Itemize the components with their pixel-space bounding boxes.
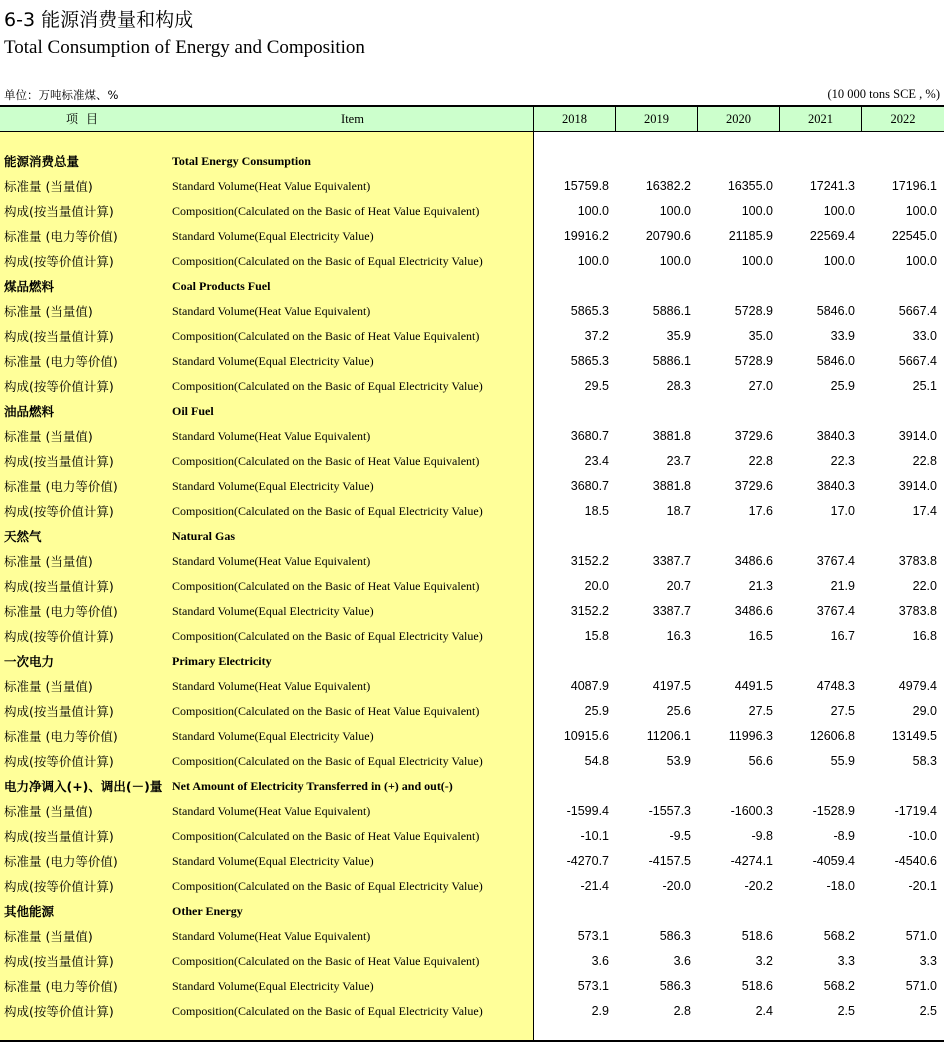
value-cell-2021: -8.9 [833,829,855,843]
row-label-en: Composition(Calculated on the Basic of Equal Electricity Value) [172,1004,483,1018]
row-label-cn: 构成(按等价值计算) [4,629,114,644]
value-cell-2019: 16.3 [666,629,691,643]
page-title-cn: 6-3 能源消费量和构成 [4,9,194,31]
unit-label-cn: 单位：万吨标准煤、% [4,88,119,102]
row-label-en: Composition(Calculated on the Basic of Heat Value Equivalent) [172,954,480,968]
row-label-cn: 标准量 (当量值) [4,179,93,194]
value-cell-2019: -20.0 [662,879,691,893]
table-row [0,699,944,724]
value-cell-2021: -18.0 [826,879,855,893]
value-cell-2020: 16.5 [748,629,773,643]
row-label-en: Natural Gas [172,529,235,543]
header-item-en: Item [341,112,364,126]
row-label-cn: 油品燃料 [4,404,55,419]
value-cell-2021: 55.9 [830,754,855,768]
row-label-cn: 煤品燃料 [4,279,55,294]
table-body [0,149,944,1024]
row-label-cn: 构成(按当量值计算) [4,954,114,969]
value-cell-2018: 15.8 [584,629,609,643]
value-cell-2021: 3767.4 [816,604,855,618]
row-label-en: Standard Volume(Equal Electricity Value) [172,729,374,743]
row-label-cn: 构成(按当量值计算) [4,204,114,219]
header-year-2019: 2019 [644,112,669,126]
table-group-row [0,524,944,549]
row-label-en: Composition(Calculated on the Basic of Heat Value Equivalent) [172,704,480,718]
value-cell-2022: 58.3 [912,754,937,768]
value-cell-2018: 100.0 [577,254,609,268]
value-cell-2020: -9.8 [751,829,773,843]
row-label-en: Composition(Calculated on the Basic of Equal Electricity Value) [172,504,483,518]
row-label-cn: 构成(按当量值计算) [4,579,114,594]
table-group-row [0,649,944,674]
value-cell-2019: 16382.2 [645,179,691,193]
value-cell-2021: 12606.8 [809,729,855,743]
value-cell-2018: 15759.8 [563,179,609,193]
value-cell-2021: 3840.3 [816,479,855,493]
value-cell-2019: 2.8 [673,1004,691,1018]
value-cell-2019: 20.7 [666,579,691,593]
row-label-en: Coal Products Fuel [172,279,271,293]
value-cell-2022: -10.0 [908,829,937,843]
row-label-cn: 构成(按当量值计算) [4,454,114,469]
value-cell-2018: 3.6 [591,954,609,968]
value-cell-2018: 25.9 [584,704,609,718]
row-label-en: Net Amount of Electricity Transferred in (+) and out(-) [172,779,453,793]
table-row [0,249,944,274]
row-label-cn: 能源消费总量 [4,154,80,169]
value-cell-2018: 100.0 [577,204,609,218]
header-item-cn: 项目 [65,112,106,126]
table-group-row [0,274,944,299]
value-cell-2022: 5667.4 [898,304,937,318]
row-label-en: Composition(Calculated on the Basic of Heat Value Equivalent) [172,454,480,468]
value-cell-2021: 4748.3 [816,679,855,693]
table-row [0,599,944,624]
value-cell-2018: -4270.7 [566,854,609,868]
value-cell-2018: 573.1 [577,929,609,943]
table-row [0,674,944,699]
value-cell-2022: 33.0 [912,329,937,343]
row-label-en: Standard Volume(Heat Value Equivalent) [172,679,371,693]
table-row [0,324,944,349]
row-label-cn: 构成(按等价值计算) [4,504,114,519]
row-label-cn: 构成(按当量值计算) [4,329,114,344]
row-label-cn: 一次电力 [4,654,55,669]
value-cell-2018: 3152.2 [570,604,609,618]
value-cell-2021: 17241.3 [809,179,855,193]
value-cell-2021: 25.9 [830,379,855,393]
value-cell-2022: 100.0 [905,204,937,218]
value-cell-2021: 22.3 [830,454,855,468]
row-label-cn: 构成(按等价值计算) [4,1004,114,1019]
value-cell-2022: 22545.0 [891,229,937,243]
value-cell-2018: 19916.2 [563,229,609,243]
row-label-en: Standard Volume(Equal Electricity Value) [172,604,374,618]
rule-top [0,105,944,107]
value-cell-2019: 11206.1 [646,729,691,743]
row-label-en: Composition(Calculated on the Basic of Equal Electricity Value) [172,379,483,393]
row-label-cn: 标准量 (电力等价值) [4,354,118,369]
value-cell-2019: 5886.1 [652,354,691,368]
row-label-en: Other Energy [172,904,243,918]
table-row [0,174,944,199]
row-label-cn: 标准量 (电力等价值) [4,729,118,744]
value-cell-2020: -1600.3 [730,804,773,818]
row-label-en: Standard Volume(Heat Value Equivalent) [172,429,371,443]
table-row [0,949,944,974]
row-label-en: Composition(Calculated on the Basic of Heat Value Equivalent) [172,579,480,593]
value-cell-2022: 16.8 [912,629,937,643]
row-label-en: Standard Volume(Heat Value Equivalent) [172,304,371,318]
value-cell-2022: 3914.0 [898,479,937,493]
value-cell-2018: 23.4 [584,454,609,468]
value-cell-2022: 29.0 [912,704,937,718]
value-cell-2021: -4059.4 [812,854,855,868]
value-cell-2021: 568.2 [823,979,855,993]
value-cell-2020: 3729.6 [734,429,773,443]
value-cell-2020: 27.5 [748,704,773,718]
row-label-en: Standard Volume(Heat Value Equivalent) [172,804,371,818]
value-cell-2020: 5728.9 [734,354,773,368]
value-cell-2018: 5865.3 [570,354,609,368]
rule-header-bottom [0,131,944,132]
row-label-en: Composition(Calculated on the Basic of Equal Electricity Value) [172,879,483,893]
value-cell-2019: 20790.6 [645,229,691,243]
table-row [0,749,944,774]
header-year-2021: 2021 [808,112,833,126]
rule-bottom [0,1040,944,1042]
value-cell-2022: 17196.1 [891,179,937,193]
value-cell-2021: 21.9 [830,579,855,593]
table-row [0,824,944,849]
value-cell-2021: 3767.4 [816,554,855,568]
value-cell-2019: -9.5 [669,829,691,843]
row-label-cn: 标准量 (当量值) [4,429,93,444]
value-cell-2019: 53.9 [666,754,691,768]
value-cell-2020: 22.8 [748,454,773,468]
row-label-cn: 标准量 (电力等价值) [4,229,118,244]
value-cell-2022: 3783.8 [898,604,937,618]
value-cell-2020: 35.0 [748,329,773,343]
row-label-en: Composition(Calculated on the Basic of Equal Electricity Value) [172,629,483,643]
value-cell-2019: 100.0 [659,204,691,218]
value-cell-2019: 28.3 [666,379,691,393]
value-cell-2021: 17.0 [830,504,855,518]
value-cell-2019: 586.3 [659,979,691,993]
unit-label-en: (10 000 tons SCE , %) [827,87,940,101]
table-row [0,574,944,599]
row-label-en: Oil Fuel [172,404,214,418]
row-label-cn: 标准量 (电力等价值) [4,854,118,869]
value-cell-2018: -10.1 [580,829,609,843]
value-cell-2019: -1557.3 [648,804,691,818]
value-cell-2020: 2.4 [755,1004,773,1018]
row-label-cn: 构成(按当量值计算) [4,704,114,719]
value-cell-2022: 22.0 [912,579,937,593]
value-cell-2020: 100.0 [741,204,773,218]
value-cell-2018: 29.5 [584,379,609,393]
value-cell-2020: -20.2 [744,879,773,893]
row-label-en: Composition(Calculated on the Basic of Heat Value Equivalent) [172,329,480,343]
value-cell-2020: 3486.6 [734,554,773,568]
page-title-en: Total Consumption of Energy and Composition [4,37,365,58]
row-label-cn: 构成(按等价值计算) [4,879,114,894]
value-cell-2020: 5728.9 [734,304,773,318]
row-label-en: Composition(Calculated on the Basic of Equal Electricity Value) [172,254,483,268]
table-row [0,474,944,499]
value-cell-2021: 100.0 [823,204,855,218]
row-label-cn: 标准量 (当量值) [4,804,93,819]
value-cell-2020: 3.2 [755,954,773,968]
value-cell-2020: 21.3 [748,579,773,593]
value-cell-2022: 571.0 [905,929,937,943]
table-row [0,424,944,449]
value-cell-2018: 5865.3 [570,304,609,318]
value-cell-2019: 3881.8 [652,479,691,493]
value-cell-2021: 16.7 [830,629,855,643]
value-cell-2019: -4157.5 [648,854,691,868]
value-cell-2020: 21185.9 [728,229,773,243]
header-year-2020: 2020 [726,112,751,126]
value-cell-2022: -4540.6 [894,854,937,868]
row-label-en: Standard Volume(Equal Electricity Value) [172,979,374,993]
value-cell-2021: 3840.3 [816,429,855,443]
table-row [0,999,944,1024]
row-label-cn: 构成(按等价值计算) [4,754,114,769]
row-label-cn: 构成(按等价值计算) [4,254,114,269]
row-label-en: Standard Volume(Heat Value Equivalent) [172,179,371,193]
value-cell-2022: 3783.8 [898,554,937,568]
row-label-en: Standard Volume(Heat Value Equivalent) [172,554,371,568]
row-label-en: Total Energy Consumption [172,154,311,168]
value-cell-2021: 2.5 [837,1004,855,1018]
value-cell-2022: -1719.4 [894,804,937,818]
value-cell-2018: 3152.2 [570,554,609,568]
value-cell-2022: 13149.5 [891,729,937,743]
value-cell-2021: 27.5 [830,704,855,718]
row-label-en: Standard Volume(Equal Electricity Value) [172,854,374,868]
row-label-en: Composition(Calculated on the Basic of Equal Electricity Value) [172,754,483,768]
value-cell-2019: 100.0 [659,254,691,268]
table-row [0,499,944,524]
value-cell-2022: 3.3 [919,954,937,968]
table-row [0,549,944,574]
row-label-en: Standard Volume(Equal Electricity Value) [172,229,374,243]
row-label-cn: 标准量 (当量值) [4,929,93,944]
value-cell-2020: 16355.0 [727,179,773,193]
value-cell-2021: 3.3 [837,954,855,968]
value-cell-2018: 18.5 [584,504,609,518]
value-cell-2018: 4087.9 [570,679,609,693]
value-cell-2019: 3881.8 [652,429,691,443]
row-label-cn: 其他能源 [4,904,55,919]
value-cell-2019: 586.3 [659,929,691,943]
value-cell-2022: 22.8 [912,454,937,468]
table-row [0,374,944,399]
value-cell-2020: 3729.6 [734,479,773,493]
value-cell-2022: 25.1 [912,379,937,393]
table-row [0,224,944,249]
row-label-cn: 标准量 (电力等价值) [4,479,118,494]
row-label-cn: 标准量 (电力等价值) [4,604,118,619]
row-label-en: Primary Electricity [172,654,272,668]
row-label-en: Standard Volume(Equal Electricity Value) [172,479,374,493]
value-cell-2018: 10915.6 [563,729,609,743]
table-row [0,624,944,649]
value-cell-2019: 35.9 [666,329,691,343]
value-cell-2020: 56.6 [748,754,773,768]
table-row [0,724,944,749]
table-group-row [0,899,944,924]
value-cell-2022: 3914.0 [898,429,937,443]
row-label-cn: 标准量 (电力等价值) [4,979,118,994]
value-cell-2021: 5846.0 [816,304,855,318]
table-row [0,299,944,324]
value-cell-2019: 18.7 [666,504,691,518]
row-label-cn: 标准量 (当量值) [4,304,93,319]
table-row [0,974,944,999]
table-group-row [0,774,944,799]
row-label-en: Composition(Calculated on the Basic of Heat Value Equivalent) [172,829,480,843]
value-cell-2018: 2.9 [591,1004,609,1018]
value-cell-2019: 5886.1 [652,304,691,318]
value-cell-2020: 17.6 [748,504,773,518]
value-cell-2018: 3680.7 [570,479,609,493]
value-cell-2021: 5846.0 [816,354,855,368]
table-group-row [0,399,944,424]
row-label-en: Composition(Calculated on the Basic of Heat Value Equivalent) [172,204,480,218]
value-cell-2022: 100.0 [905,254,937,268]
value-cell-2020: 11996.3 [728,729,773,743]
header-year-2018: 2018 [562,112,587,126]
table-row [0,349,944,374]
table-row [0,874,944,899]
value-cell-2018: -1599.4 [566,804,609,818]
value-cell-2022: 571.0 [905,979,937,993]
table-header [0,107,944,131]
value-cell-2022: 2.5 [919,1004,937,1018]
value-cell-2019: 3387.7 [652,554,691,568]
value-cell-2021: 33.9 [830,329,855,343]
value-cell-2019: 3387.7 [652,604,691,618]
row-label-cn: 天然气 [4,529,42,544]
value-cell-2018: -21.4 [580,879,609,893]
value-cell-2020: -4274.1 [730,854,773,868]
row-label-cn: 标准量 (当量值) [4,679,93,694]
row-label-en: Standard Volume(Heat Value Equivalent) [172,929,371,943]
value-cell-2019: 4197.5 [652,679,691,693]
row-label-cn: 构成(按等价值计算) [4,379,114,394]
value-cell-2020: 518.6 [741,979,773,993]
value-cell-2019: 25.6 [666,704,691,718]
value-cell-2022: 4979.4 [898,679,937,693]
value-cell-2019: 23.7 [666,454,691,468]
value-cell-2018: 54.8 [584,754,609,768]
table-row [0,924,944,949]
table-row [0,199,944,224]
value-cell-2018: 37.2 [584,329,609,343]
table-row [0,849,944,874]
table-row [0,449,944,474]
value-cell-2022: 5667.4 [898,354,937,368]
value-cell-2021: -1528.9 [812,804,855,818]
value-cell-2020: 518.6 [741,929,773,943]
value-cell-2019: 3.6 [673,954,691,968]
value-cell-2020: 3486.6 [734,604,773,618]
row-label-cn: 构成(按当量值计算) [4,829,114,844]
row-label-cn: 标准量 (当量值) [4,554,93,569]
value-cell-2022: -20.1 [908,879,937,893]
value-cell-2021: 22569.4 [809,229,855,243]
value-cell-2020: 4491.5 [734,679,773,693]
value-cell-2018: 573.1 [577,979,609,993]
row-label-en: Standard Volume(Equal Electricity Value) [172,354,374,368]
value-cell-2022: 17.4 [912,504,937,518]
value-cell-2018: 3680.7 [570,429,609,443]
value-cell-2018: 20.0 [584,579,609,593]
value-cell-2020: 100.0 [741,254,773,268]
row-label-cn: 电力净调入(+)、调出(－)量 [4,779,163,794]
table-row [0,799,944,824]
value-cell-2021: 100.0 [823,254,855,268]
value-cell-2021: 568.2 [823,929,855,943]
header-year-2022: 2022 [890,112,916,126]
table-group-row [0,149,944,174]
value-cell-2020: 27.0 [748,379,773,393]
